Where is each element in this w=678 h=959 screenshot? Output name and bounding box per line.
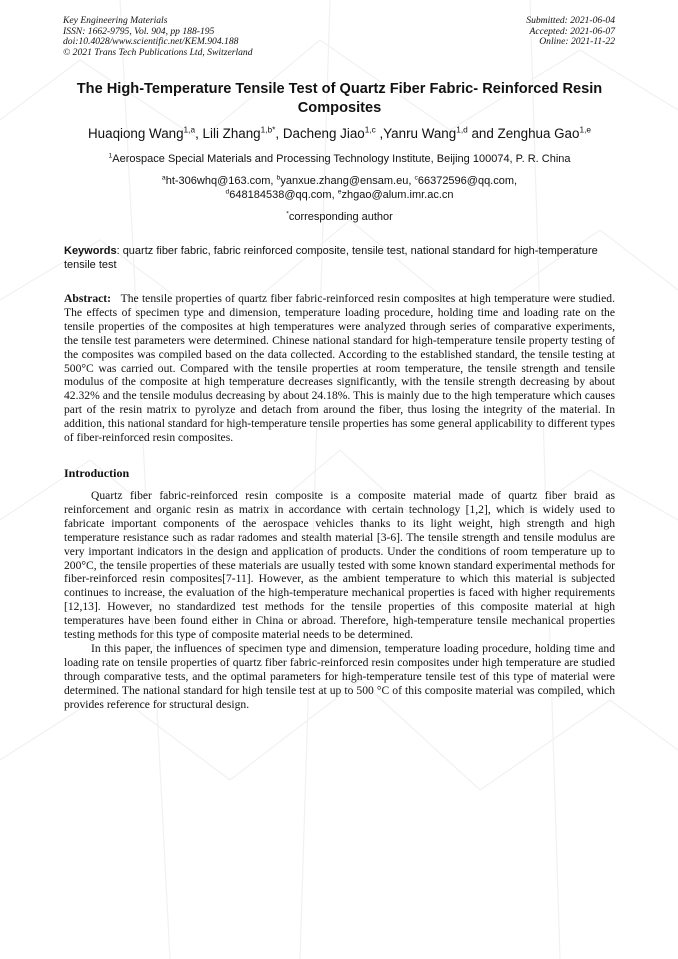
email-link[interactable]: 66372596@qq.com, [417, 175, 518, 187]
email-marker: a [161, 174, 166, 182]
author-separator: and [467, 126, 498, 141]
author-affiliation-marker: 1,d [456, 124, 468, 135]
abstract-text: The tensile properties of quartz fiber fabric-reinforced resin composites at high temperature were studied. The effects of specimen type and dimension, temperature loading procedure, holding time and loading rate on the tensile properties of the composites at high temperatures were analyzed through series of comparative experiments, the tensile test parameters were determined. Chinese national standard for high-temperature tensile property testing of the composites was compiled based on the data collected. According to the established standard, the tensile testing at 500°C was carried out. Compared with the tensile properties at room temperature, the tensile strength and tensile modulus of the composite at high temperature decreases significantly, with the tensile strength decreasing by about 42.32% and the tensile modulus decreasing by about 24.18%. This is mainly due to the high temperature which causes part of the resin matrix to pyrolyze and detach from around the fiber, thus losing the integrity of the material. In addition, this national standard for high-temperature tensile properties has some general applicability to different types of fiber-reinforced resin composites. [64, 292, 615, 445]
copyright-line: © 2021 Trans Tech Publications Ltd, Switzerland [63, 46, 253, 58]
corresponding-note [64, 210, 615, 224]
author-separator: , [375, 126, 384, 141]
email-link[interactable]: 648184538@qq.com, [229, 189, 338, 201]
corresponding-marker: * [286, 210, 289, 218]
affiliation-text: Aerospace Special Materials and Processing Technology Institute, Beijing 100074, P. R. China [112, 153, 571, 165]
author-name: Lili Zhang [202, 126, 261, 141]
author-name: Zenghua Gao [497, 126, 580, 141]
paper-title: The High-Temperature Tensile Test of Quartz Fiber Fabric- Reinforced Resin Composites [76, 81, 603, 116]
author-name: Huaqiong Wang [88, 126, 184, 141]
email-list [64, 174, 615, 202]
body-paragraph: Quartz fiber fabric-reinforced resin composite is a composite material made of quartz fiber braid as reinforcement and organic resin as matrix in accordance with certain technology [1,2], which is widely used to fabricate important components of the aerospace vehicles thanks to its light weight, high strength and high temperature resistance such as radar radomes and stealth material [3-6]. The tensile strength and tensile modulus are very important indicators in the design and application of products. Under the conditions of room temperature up to 200°C, the tensile properties of these materials are usually tested with some known standard experimental methods for fiber-reinforced resin composites[7-11]. However, as the ambient temperature to which this material is subjected continues to increase, the evaluation of the high-temperature mechanical properties is faced with higher requirements [12,13]. However, no standardized test methods for the tensile properties of this composite material at high temperatures have been found either in China or abroad. Therefore, high-temperature tensile mechanical properties testing methods for this type of composite material needs to be determined. [64, 488, 615, 642]
submitted-date: Submitted: 2021-06-04 [526, 15, 615, 26]
abstract-block [64, 292, 615, 445]
author-separator: , [195, 126, 203, 141]
email-marker: d [225, 188, 230, 196]
affiliation [64, 152, 615, 166]
online-date: Online: 2021-11-22 [539, 36, 615, 48]
journal-name: Key Engineering Materials [63, 15, 168, 26]
email-link[interactable]: yanxue.zhang@ensam.eu, [280, 175, 415, 187]
author-separator: , [275, 126, 283, 141]
email-marker: b [276, 174, 281, 182]
author-affiliation-marker: 1,b* [260, 124, 276, 135]
doi-line[interactable]: doi:10.4028/www.scientific.net/KEM.904.188 [63, 36, 239, 48]
author-affiliation-marker: 1,a [183, 124, 196, 135]
journal-header-left [63, 16, 253, 58]
author-list [64, 124, 615, 143]
affiliation-marker: 1 [108, 152, 113, 160]
keywords-block [64, 244, 615, 272]
corresponding-text: corresponding author [288, 211, 393, 223]
abstract-label: Abstract: [64, 292, 112, 305]
email-link[interactable]: ht-306whq@163.com, [165, 175, 277, 187]
body-paragraph: In this paper, the influences of specimen type and dimension, temperature loading procedure, holding time and loading rate on tensile properties of quartz fiber fabric-reinforced resin composites under high temperature are studied through comparative tests, and the optimal parameters for high-temperature tensile test of this type of material were determined. The national standard for high tensile test at up to 500 °C of this composite material was compiled, which provides reference for structural design. [64, 641, 615, 711]
email-marker: e [337, 188, 342, 196]
author-name: Dacheng Jiao [282, 126, 365, 141]
email-marker: c [414, 174, 418, 182]
accepted-date: Accepted: 2021-06-07 [529, 25, 615, 37]
author-affiliation-marker: 1,e [579, 124, 591, 135]
email-link[interactable]: zhgao@alum.imr.ac.cn [341, 189, 454, 201]
author-name: Yanru Wang [383, 126, 457, 141]
keywords-label: Keywords [64, 245, 117, 257]
journal-header-right [526, 16, 615, 48]
paper-body [64, 80, 615, 711]
section-heading-introduction: Introduction [64, 465, 130, 480]
author-affiliation-marker: 1,c [364, 124, 376, 135]
keywords-text: : quartz fiber fabric, fabric reinforced composite, tensile test, national standard for high-temperature tensile test [64, 245, 598, 271]
issn-line: ISSN: 1662-9795, Vol. 904, pp 188-195 [63, 25, 215, 37]
